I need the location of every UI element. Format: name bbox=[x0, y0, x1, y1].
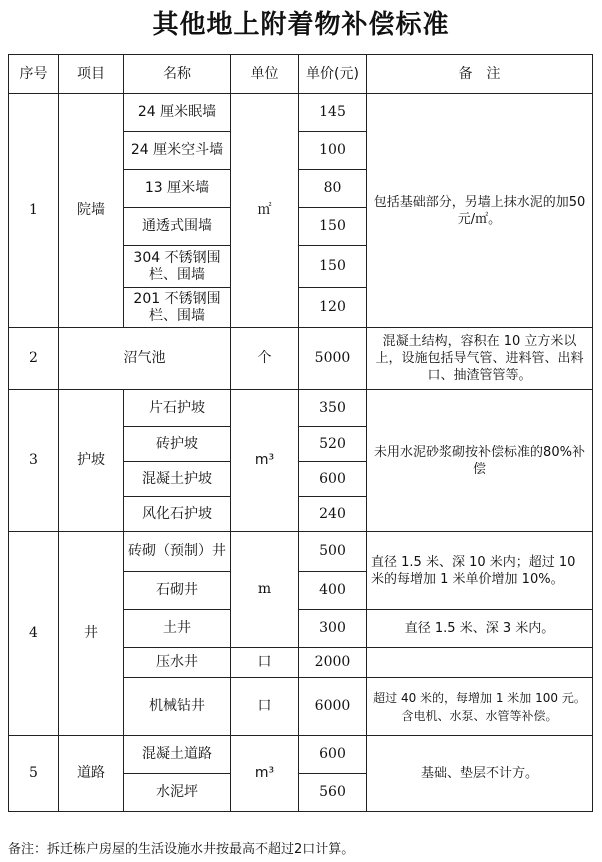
name-cell: 沼气池 bbox=[59, 328, 231, 390]
unit-cell: 个 bbox=[231, 328, 299, 390]
item-cell: 井 bbox=[59, 532, 124, 736]
name-cell: 304 不锈钢围栏、围墙 bbox=[124, 246, 231, 288]
unit-cell: m³ bbox=[231, 736, 299, 812]
name-cell: 土井 bbox=[124, 610, 231, 648]
remark-cell: 超过 40 米的，每增加 1 米加 100 元。含电机、水泵、水管等补偿。 bbox=[367, 678, 593, 736]
price-cell: 400 bbox=[299, 572, 367, 610]
price-cell: 145 bbox=[299, 94, 367, 132]
table-row bbox=[9, 390, 593, 427]
table-header-row bbox=[9, 55, 593, 94]
name-cell: 片石护坡 bbox=[124, 390, 231, 427]
price-cell: 150 bbox=[299, 246, 367, 288]
table-row bbox=[9, 532, 593, 572]
price-cell: 150 bbox=[299, 208, 367, 246]
remark-cell-empty bbox=[367, 648, 593, 678]
table-row bbox=[9, 328, 593, 390]
remark-cell: 未用水泥砂浆砌按补偿标准的80%补偿 bbox=[367, 390, 593, 532]
name-cell: 201 不锈钢围栏、围墙 bbox=[124, 288, 231, 328]
name-cell: 24 厘米空斗墙 bbox=[124, 132, 231, 170]
name-cell: 风化石护坡 bbox=[124, 497, 231, 532]
seq-cell: 5 bbox=[9, 736, 59, 812]
header-unit: 单位 bbox=[231, 55, 299, 94]
header-name: 名称 bbox=[124, 55, 231, 94]
name-cell: 压水井 bbox=[124, 648, 231, 678]
unit-cell: m bbox=[231, 532, 299, 648]
unit-cell: m³ bbox=[231, 390, 299, 532]
remark-cell: 混凝土结构，容积在 10 立方米以上，设施包括导气管、进料管、出料口、抽渣管管等。 bbox=[367, 328, 593, 390]
page-title: 其他地上附着物补偿标准 bbox=[152, 10, 450, 40]
header-item: 项目 bbox=[59, 55, 124, 94]
price-cell: 300 bbox=[299, 610, 367, 648]
item-cell: 道路 bbox=[59, 736, 124, 812]
name-cell: 混凝土护坡 bbox=[124, 462, 231, 497]
remark-cell: 直径 1.5 米、深 3 米内。 bbox=[367, 610, 593, 648]
price-cell: 120 bbox=[299, 288, 367, 328]
name-cell: 混凝土道路 bbox=[124, 736, 231, 774]
seq-cell: 1 bbox=[9, 94, 59, 328]
remark-cell: 包括基础部分，另墙上抹水泥的加50元/㎡。 bbox=[367, 94, 593, 328]
compensation-table bbox=[8, 54, 593, 812]
seq-cell: 2 bbox=[9, 328, 59, 390]
header-seq: 序号 bbox=[9, 55, 59, 94]
name-cell: 机械钻井 bbox=[124, 678, 231, 736]
name-cell: 石砌井 bbox=[124, 572, 231, 610]
remark-cell: 基础、垫层不计方。 bbox=[367, 736, 593, 812]
price-cell: 240 bbox=[299, 497, 367, 532]
table-row bbox=[9, 94, 593, 132]
price-cell: 100 bbox=[299, 132, 367, 170]
price-cell: 560 bbox=[299, 774, 367, 812]
item-cell: 护坡 bbox=[59, 390, 124, 532]
price-cell: 520 bbox=[299, 427, 367, 462]
price-cell: 600 bbox=[299, 462, 367, 497]
header-remark: 备 注 bbox=[367, 55, 593, 94]
item-cell: 院墙 bbox=[59, 94, 124, 328]
name-cell: 砖护坡 bbox=[124, 427, 231, 462]
footer-note: 备注：拆迁栋户房屋的生活设施水井按最高不超过2口计算。 bbox=[8, 842, 355, 857]
price-cell: 80 bbox=[299, 170, 367, 208]
remark-cell: 直径 1.5 米、深 10 米内；超过 10 米的每增加 1 米单价增加 10%。 bbox=[367, 532, 593, 610]
name-cell: 水泥坪 bbox=[124, 774, 231, 812]
header-price: 单价(元) bbox=[299, 55, 367, 94]
price-cell: 600 bbox=[299, 736, 367, 774]
seq-cell: 4 bbox=[9, 532, 59, 736]
price-cell: 6000 bbox=[299, 678, 367, 736]
seq-cell: 3 bbox=[9, 390, 59, 532]
name-cell: 13 厘米墙 bbox=[124, 170, 231, 208]
unit-cell: 口 bbox=[231, 648, 299, 678]
price-cell: 2000 bbox=[299, 648, 367, 678]
unit-cell: ㎡ bbox=[231, 94, 299, 328]
name-cell: 24 厘米眠墙 bbox=[124, 94, 231, 132]
name-cell: 通透式围墙 bbox=[124, 208, 231, 246]
price-cell: 500 bbox=[299, 532, 367, 572]
price-cell: 5000 bbox=[299, 328, 367, 390]
name-cell: 砖砌（预制）井 bbox=[124, 532, 231, 572]
unit-cell: 口 bbox=[231, 678, 299, 736]
table-row bbox=[9, 736, 593, 774]
price-cell: 350 bbox=[299, 390, 367, 427]
